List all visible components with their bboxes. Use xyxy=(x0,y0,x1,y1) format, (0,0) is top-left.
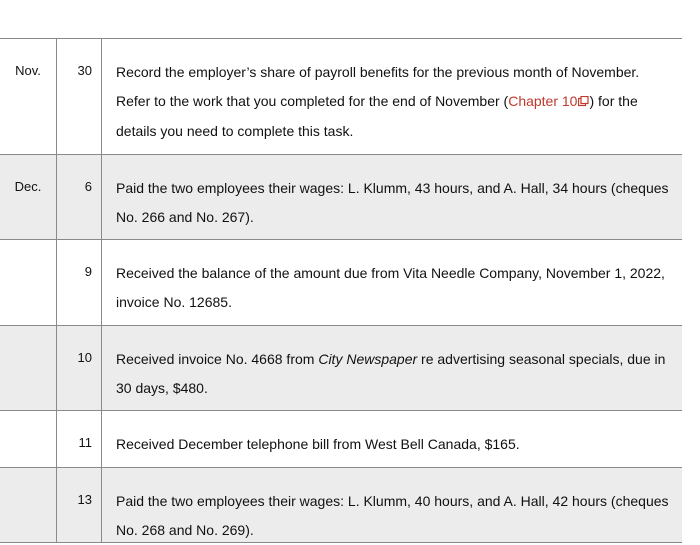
description-cell: Received December telephone bill from West Bell Canada, $165. xyxy=(116,436,520,452)
table-row xyxy=(0,411,682,468)
day-cell: 30 xyxy=(57,39,102,154)
day-cell: 6 xyxy=(57,155,102,239)
chapter-link[interactable] xyxy=(508,93,589,109)
table-row xyxy=(0,468,682,543)
description-text: Record the employer’s share of payroll benefits for the previous month of November. Refer to the work that you completed for the end of November ( xyxy=(116,64,640,109)
description-text-end: ) for the details you need to complete this task. xyxy=(116,93,638,139)
transactions-table xyxy=(0,38,682,543)
external-link-icon xyxy=(578,88,589,117)
description-cell xyxy=(102,326,682,410)
table-row xyxy=(0,326,682,411)
day-cell: 10 xyxy=(57,326,102,410)
table-row xyxy=(0,155,682,240)
description-text: Received invoice No. 4668 from xyxy=(116,351,319,367)
description-cell: Paid the two employees their wages: L. Klumm, 43 hours, and A. Hall, 34 hours (cheques No. 266 and No. 267). xyxy=(116,180,669,225)
month-cell xyxy=(0,411,57,467)
table-row xyxy=(0,240,682,326)
chapter-link-label: Chapter 10 xyxy=(508,93,578,109)
month-cell xyxy=(0,240,57,325)
description-cell xyxy=(102,39,682,154)
day-cell: 11 xyxy=(57,411,102,467)
month-cell: Nov. xyxy=(0,39,57,154)
description-text-end: re advertising seasonal specials, due in 30 days, $480. xyxy=(116,351,666,396)
day-cell: 13 xyxy=(57,468,102,542)
description-cell: Paid the two employees their wages: L. Klumm, 40 hours, and A. Hall, 42 hours (cheques No. 268 and No. 269). xyxy=(116,493,669,538)
month-cell xyxy=(0,468,57,542)
month-cell xyxy=(0,326,57,410)
month-cell: Dec. xyxy=(0,155,57,239)
description-cell: Received the balance of the amount due from Vita Needle Company, November 1, 2022, invoice No. 12685. xyxy=(116,265,665,310)
day-cell: 9 xyxy=(57,240,102,325)
table-row xyxy=(0,39,682,155)
newspaper-name: City Newspaper xyxy=(318,351,418,367)
